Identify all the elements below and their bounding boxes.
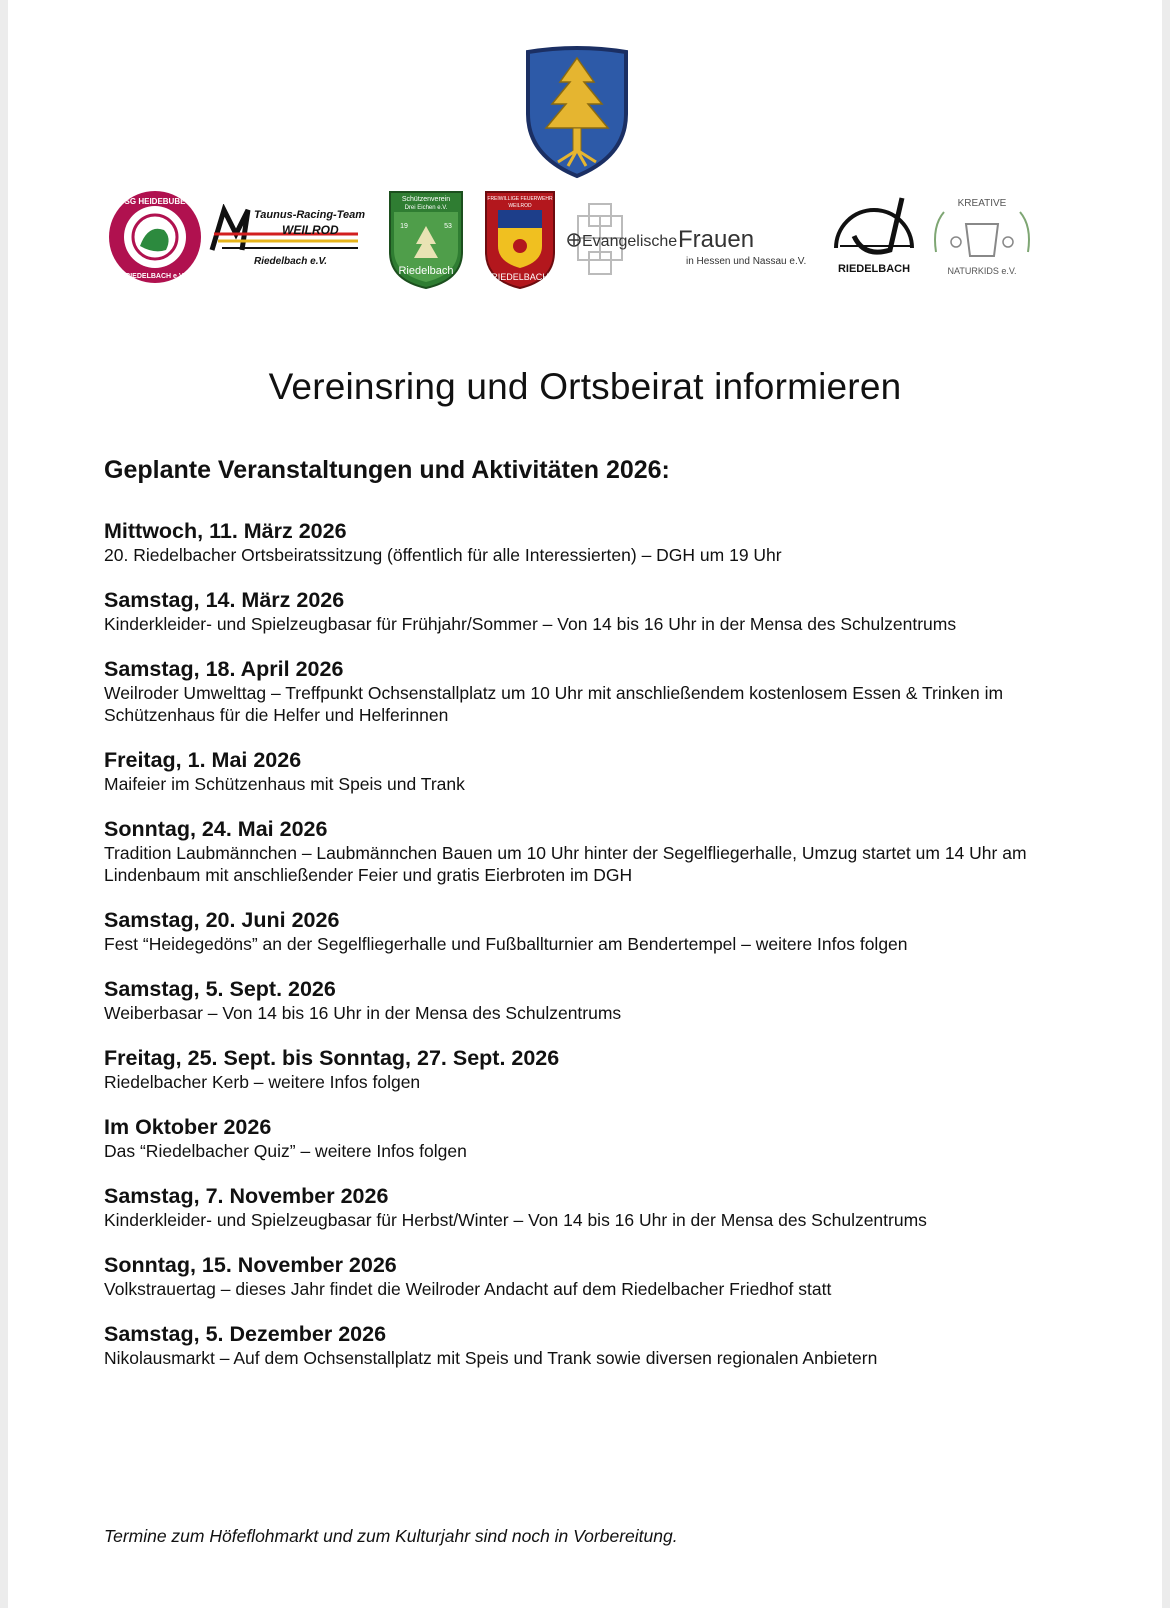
event-description: Weiberbasar – Von 14 bis 16 Uhr in der Mensa des Schulzentrums xyxy=(104,1003,622,1023)
event-description: Weilroder Umwelttag – Treffpunkt Ochsenstallplatz um 10 Uhr mit anschließendem kostenlosem Essen & Trinken im Schützenhaus für die Helfer und Helferinnen xyxy=(104,683,1004,725)
event-item xyxy=(104,587,1074,635)
event-date: Sonntag, 24. Mai 2026 xyxy=(104,817,328,841)
club-logos-row xyxy=(8,188,1162,308)
event-date: Samstag, 5. Sept. 2026 xyxy=(104,977,336,1001)
event-description: Kinderkleider- und Spielzeugbasar für Herbst/Winter – Von 14 bis 16 Uhr in der Mensa des Schulzentrums xyxy=(104,1210,927,1230)
riedelbach-glider-logo xyxy=(826,188,922,284)
event-item xyxy=(104,518,1074,566)
event-description: Maifeier im Schützenhaus mit Speis und Trank xyxy=(104,774,465,794)
sg-heidebube-logo xyxy=(106,188,204,286)
schuetzenverein-line2: Drei Eichen e.V. xyxy=(404,205,448,211)
event-date: Samstag, 14. März 2026 xyxy=(104,588,345,612)
event-date: Im Oktober 2026 xyxy=(104,1115,272,1139)
kreative-naturkids-bottom: NATURKIDS e.V. xyxy=(947,266,1017,276)
event-description: Riedelbacher Kerb – weitere Infos folgen xyxy=(104,1072,421,1092)
event-description: Nikolausmarkt – Auf dem Ochsenstallplatz mit Speis und Trank sowie diversen regionalen Anbietern xyxy=(104,1348,878,1368)
event-item xyxy=(104,907,1074,955)
event-description: Das “Riedelbacher Quiz” – weitere Infos folgen xyxy=(104,1141,467,1161)
kreative-naturkids-top: KREATIVE xyxy=(957,198,1007,209)
schuetzenverein-logo xyxy=(386,188,466,290)
event-date: Samstag, 5. Dezember 2026 xyxy=(104,1322,387,1346)
taunus-racing-line2: WEILROD xyxy=(282,223,339,237)
event-list xyxy=(104,518,1074,1390)
footnote: Termine zum Höfeflohmarkt und zum Kulturjahr sind noch in Vorbereitung. xyxy=(104,1526,678,1546)
event-item xyxy=(104,1045,1074,1093)
event-date: Samstag, 20. Juni 2026 xyxy=(104,908,340,932)
event-item xyxy=(104,976,1074,1024)
event-item xyxy=(104,1183,1074,1231)
taunus-racing-line1: Taunus-Racing-Team xyxy=(254,209,366,221)
event-date: Freitag, 1. Mai 2026 xyxy=(104,748,302,772)
evangelische-frauen-line2: in Hessen und Nassau e.V. xyxy=(686,256,807,267)
schuetzenverein-year-left: 19 xyxy=(400,223,408,230)
events-heading: Geplante Veranstaltungen und Aktivitäten 2026: xyxy=(104,456,670,484)
evangelische-frauen-logo xyxy=(564,202,820,280)
feuerwehr-line2: WEILROD xyxy=(508,203,532,209)
event-description: Kinderkleider- und Spielzeugbasar für Frühjahr/Sommer – Von 14 bis 16 Uhr in der Mensa des Schulzentrums xyxy=(104,614,957,634)
evangelische-word: Evangelische xyxy=(582,233,678,250)
riedelbach-glider-text: RIEDELBACH xyxy=(837,263,911,275)
event-item xyxy=(104,1114,1074,1162)
sg-heidebube-top-text: SG HEIDEBUBE xyxy=(124,197,186,206)
coat-of-arms-tree-icon xyxy=(520,44,634,180)
page-title: Vereinsring und Ortsbeirat informieren xyxy=(268,366,902,407)
event-item xyxy=(104,816,1074,886)
taunus-racing-line3: Riedelbach e.V. xyxy=(254,256,327,267)
event-date: Freitag, 25. Sept. bis Sonntag, 27. Sept. 2026 xyxy=(104,1046,560,1070)
feuerwehr-bottom: RIEDELBACH xyxy=(491,272,549,282)
schuetzenverein-year-right: 53 xyxy=(444,223,452,230)
event-item xyxy=(104,1252,1074,1300)
flyer-page xyxy=(8,0,1162,1608)
event-date: Sonntag, 15. November 2026 xyxy=(104,1253,397,1277)
event-description: Tradition Laubmännchen – Laubmännchen Bauen um 10 Uhr hinter der Segelfliegerhalle, Umzug startet um 14 Uhr am Lindenbaum mit anschließender Feier und gratis Eierbroten im DGH xyxy=(104,843,1027,885)
event-description: 20. Riedelbacher Ortsbeiratssitzung (öffentlich für alle Interessierten) – DGH um 19 Uhr xyxy=(104,545,782,565)
event-item xyxy=(104,656,1074,726)
event-item xyxy=(104,1321,1074,1369)
event-date: Mittwoch, 11. März 2026 xyxy=(104,519,347,543)
kreative-naturkids-logo xyxy=(926,192,1038,284)
sg-heidebube-bottom-text: RIEDELBACH e.V. xyxy=(125,273,185,280)
schuetzenverein-line1: Schützenverein xyxy=(401,196,451,203)
event-date: Samstag, 7. November 2026 xyxy=(104,1184,389,1208)
event-description: Volkstrauertag – dieses Jahr findet die Weilroder Andacht auf dem Riedelbacher Friedhof statt xyxy=(104,1279,832,1299)
frauen-word: Frauen xyxy=(678,226,755,253)
taunus-racing-team-logo xyxy=(208,204,368,270)
event-date: Samstag, 18. April 2026 xyxy=(104,657,344,681)
feuerwehr-logo xyxy=(482,188,558,290)
feuerwehr-line1: FREIWILLIGE FEUERWEHR xyxy=(487,196,553,202)
schuetzenverein-bottom: Riedelbach xyxy=(398,265,454,277)
event-description: Fest “Heidegedöns” an der Segelfliegerhalle und Fußballturnier am Bendertempel – weitere Infos folgen xyxy=(104,934,908,954)
event-item xyxy=(104,747,1074,795)
